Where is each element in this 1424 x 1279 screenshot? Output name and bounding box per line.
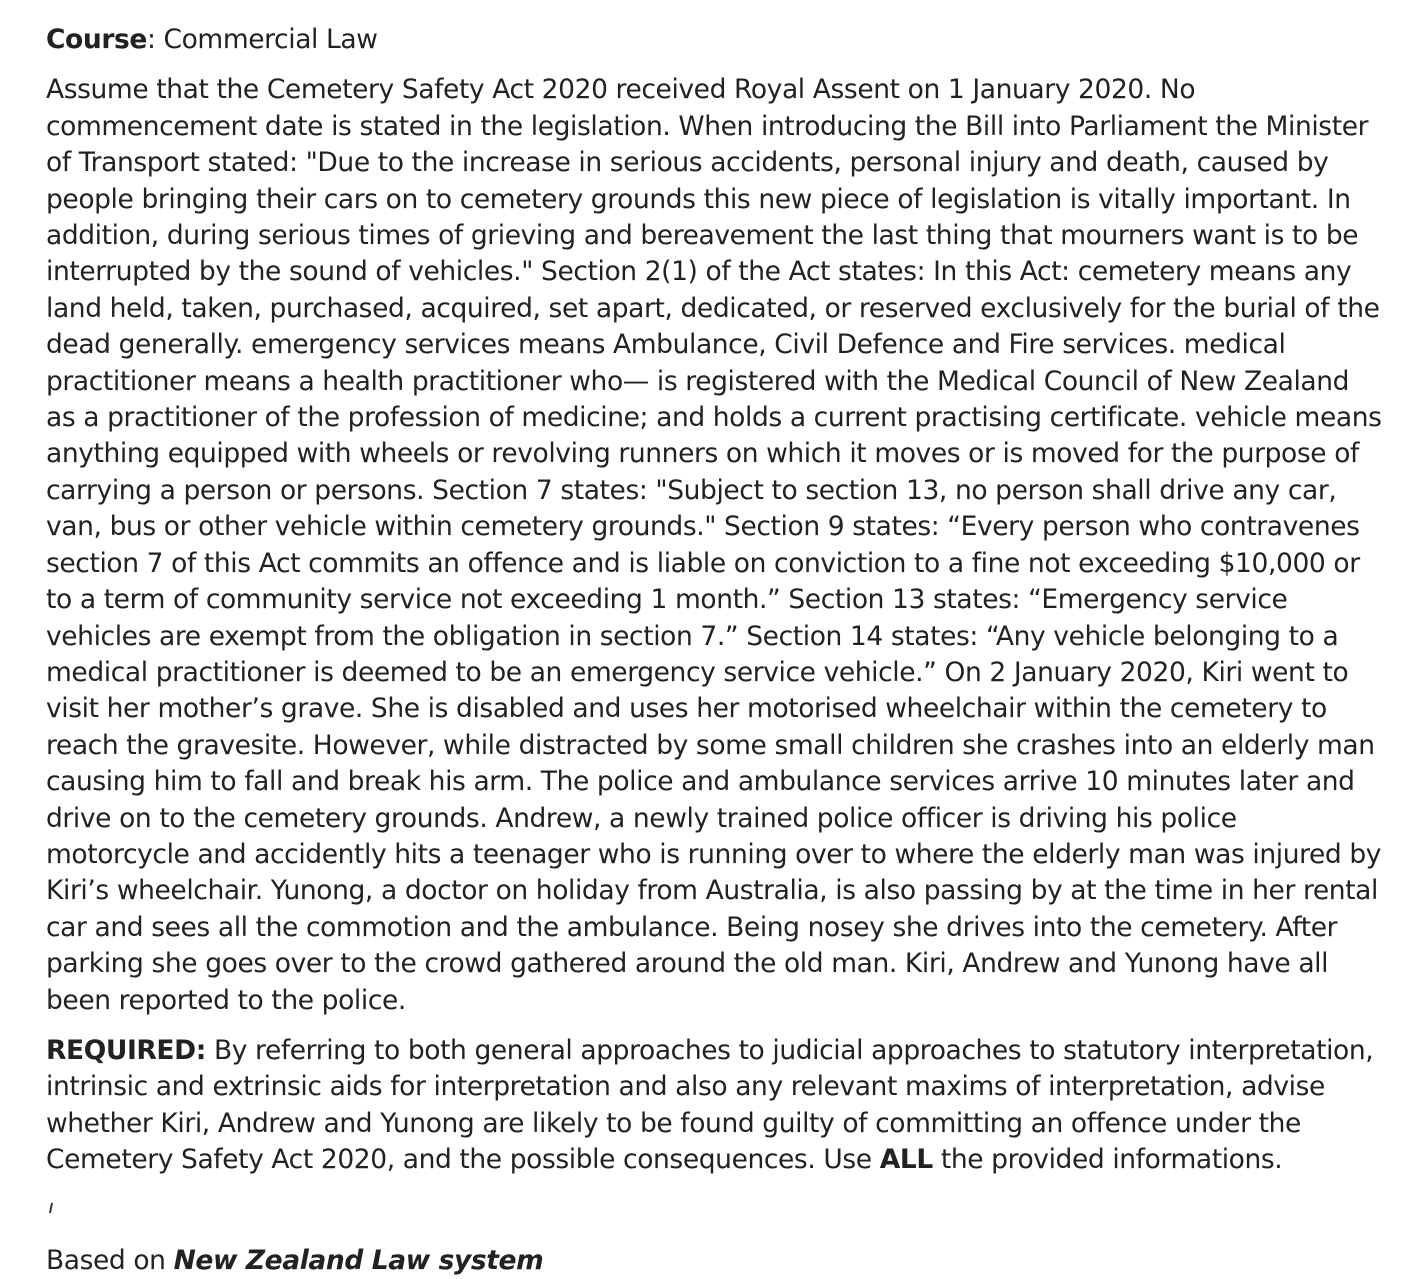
course-value: Commercial Law xyxy=(163,24,378,55)
footer-prefix: Based on xyxy=(46,1244,174,1276)
document-body xyxy=(46,22,1386,1279)
required-label: REQUIRED: xyxy=(46,1034,206,1066)
course-separator: : xyxy=(146,24,164,55)
course-label: Course xyxy=(46,24,147,55)
scenario-paragraph: Assume that the Cemetery Safety Act 2020 received Royal Assent on 1 January 2020. No commencement date is stated in the legislation. When introducing the Bill into Parliament the Minister of Transport stated: "Due to the increase in serious accidents, personal injury and death, caused by people bringing their cars on to cemetery grounds this new piece of legislation is vitally important. In addition, during serious times of grieving and bereavement the last thing that mourners want is to be interrupted by the sound of vehicles." Section 2(1) of the Act states: In this Act: cemetery means any land held, taken, purchased, acquired, set apart, dedicated, or reserved exclusively for the burial of the dead generally. emergency services means Ambulance, Civil Defence and Fire services. medical practitioner means a health practitioner who— is registered with the Medical Council of New Zealand as a practitioner of the profession of medicine; and holds a current practising certificate. vehicle means anything equipped with wheels or revolving runners on which it moves or is moved for the purpose of carrying a person or persons. Section 7 states: "Subject to section 13, no person shall drive any car, van, bus or other vehicle within cemetery grounds." Section 9 states: “Every person who contravenes section 7 of this Act commits an offence and is liable on conviction to a fine not exceeding $10,000 or to a term of community service not exceeding 1 month.” Section 13 states: “Emergency service vehicles are exempt from the obligation in section 7.” Section 14 states: “Any vehicle belonging to a medical practitioner is deemed to be an emergency service vehicle.” On 2 January 2020, Kiri went to visit her mother’s grave. She is disabled and uses her motorised wheelchair within the cemetery to reach the gravesite. However, while distracted by some small children she crashes into an elderly man causing him to fall and break his arm. The police and ambulance services arrive 10 minutes later and drive on to the cemetery grounds. Andrew, a newly trained police officer is driving his police motorcycle and accidently hits a teenager who is running over to where the elderly man was injured by Kiri’s wheelchair. Yunong, a doctor on holiday from Australia, is also passing by at the time in her rental car and sees all the commotion and the ambulance. Being nosey she drives into the cemetery. After parking she goes over to the crowd gathered around the old man. Kiri, Andrew and Yunong have all been reported to the police. xyxy=(46,74,1382,1016)
stray-mark xyxy=(48,1195,54,1217)
required-paragraph xyxy=(46,1033,1386,1179)
law-system: New Zealand Law system xyxy=(173,1244,544,1276)
course-line xyxy=(46,22,1386,58)
required-text-before: By referring to both general approaches to judicial approaches to statutory interpretation, intrinsic and extrinsic aids for interpretation and also any relevant maxims of interpretation, advise whether Kiri, Andrew and Yunong are likely to be found guilty of committing an offence under the Cemetery Safety Act 2020, and the possible consequences. Use xyxy=(46,1034,1374,1176)
footer-line xyxy=(46,1243,1386,1279)
required-emphasis: ALL xyxy=(879,1144,933,1176)
required-text-after: the provided informations. xyxy=(932,1144,1283,1176)
